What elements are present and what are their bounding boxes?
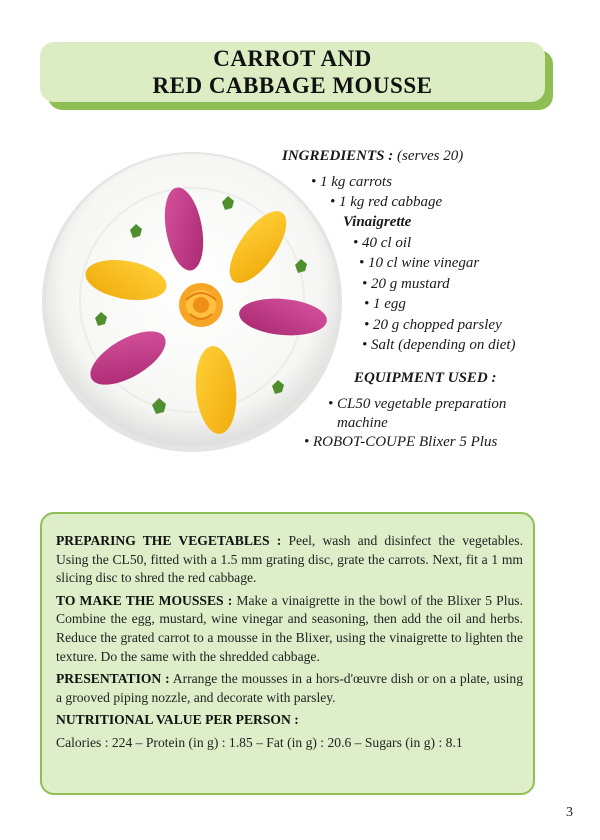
title-line-1: CARROT AND	[213, 46, 372, 71]
equipment-item: • ROBOT-COUPE Blixer 5 Plus	[304, 434, 498, 450]
ingredient-item: • 1 kg red cabbage	[330, 194, 443, 210]
preparing-heading: PREPARING THE VEGETABLES :	[56, 533, 282, 548]
title-banner	[40, 42, 545, 102]
presentation-paragraph	[56, 670, 523, 707]
mousse-text: Make a vinaigrette in the bowl of the Blixer 5 Plus. Combine the egg, mustard, wine vinegar and seasoning, then add the oil and herbs. Reduce the grated carrot to a mousse in the Blixer, using the vinaigrette to lighten the texture. Do the same with the shredded cabbage.	[56, 592, 523, 664]
mousse-paragraph	[56, 592, 523, 666]
preparing-paragraph	[56, 532, 523, 588]
ingredient-item: • 40 cl oil	[353, 235, 412, 251]
nutrition-heading: NUTRITIONAL VALUE PER PERSON :	[56, 712, 299, 728]
ingredient-item: • 1 kg carrots	[311, 174, 392, 190]
ingredients-serves: (serves 20)	[397, 148, 464, 164]
nutrition-text: Calories : 224 – Protein (in g) : 1.85 – Fat (in g) : 20.6 – Sugars (in g) : 8.1	[56, 734, 463, 750]
equipment-item-continued: machine	[337, 415, 388, 431]
ingredient-item: • Salt (depending on diet)	[362, 337, 516, 353]
ingredient-item: • 1 egg	[364, 296, 406, 312]
method-panel	[40, 512, 535, 795]
ingredients-heading	[282, 146, 463, 167]
ingredient-item: • 10 cl wine vinegar	[359, 255, 480, 271]
presentation-heading: PRESENTATION :	[56, 671, 170, 687]
title-line-2: RED CABBAGE MOUSSE	[152, 73, 433, 98]
carrot-rose-garnish	[179, 283, 223, 327]
ingredients-heading-label: INGREDIENTS :	[282, 148, 394, 164]
equipment-item: • CL50 vegetable preparation	[328, 396, 507, 412]
vinaigrette-heading: Vinaigrette	[343, 214, 412, 230]
preparing-text: Peel, wash and disinfect the vegetables. Using the CL50, fitted with a 1.5 mm grating disc, grate the carrots. Next, fit a 1 mm slicing disc to shred the red cabbage.	[56, 533, 523, 586]
dish-photo	[40, 150, 345, 455]
equipment-heading: EQUIPMENT USED :	[354, 370, 497, 386]
presentation-text: Arrange the mousses in a hors-d'œuvre dish or on a plate, using a grooved piping nozzle, and decorate with parsley.	[56, 671, 524, 705]
page-number: 3	[566, 805, 573, 820]
ingredient-item: • 20 g chopped parsley	[364, 317, 502, 333]
mousse-heading: TO MAKE THE MOUSSES :	[56, 592, 233, 608]
ingredient-item: • 20 g mustard	[362, 276, 450, 292]
plate-illustration	[40, 150, 345, 455]
nutrition-heading-paragraph	[56, 711, 523, 730]
